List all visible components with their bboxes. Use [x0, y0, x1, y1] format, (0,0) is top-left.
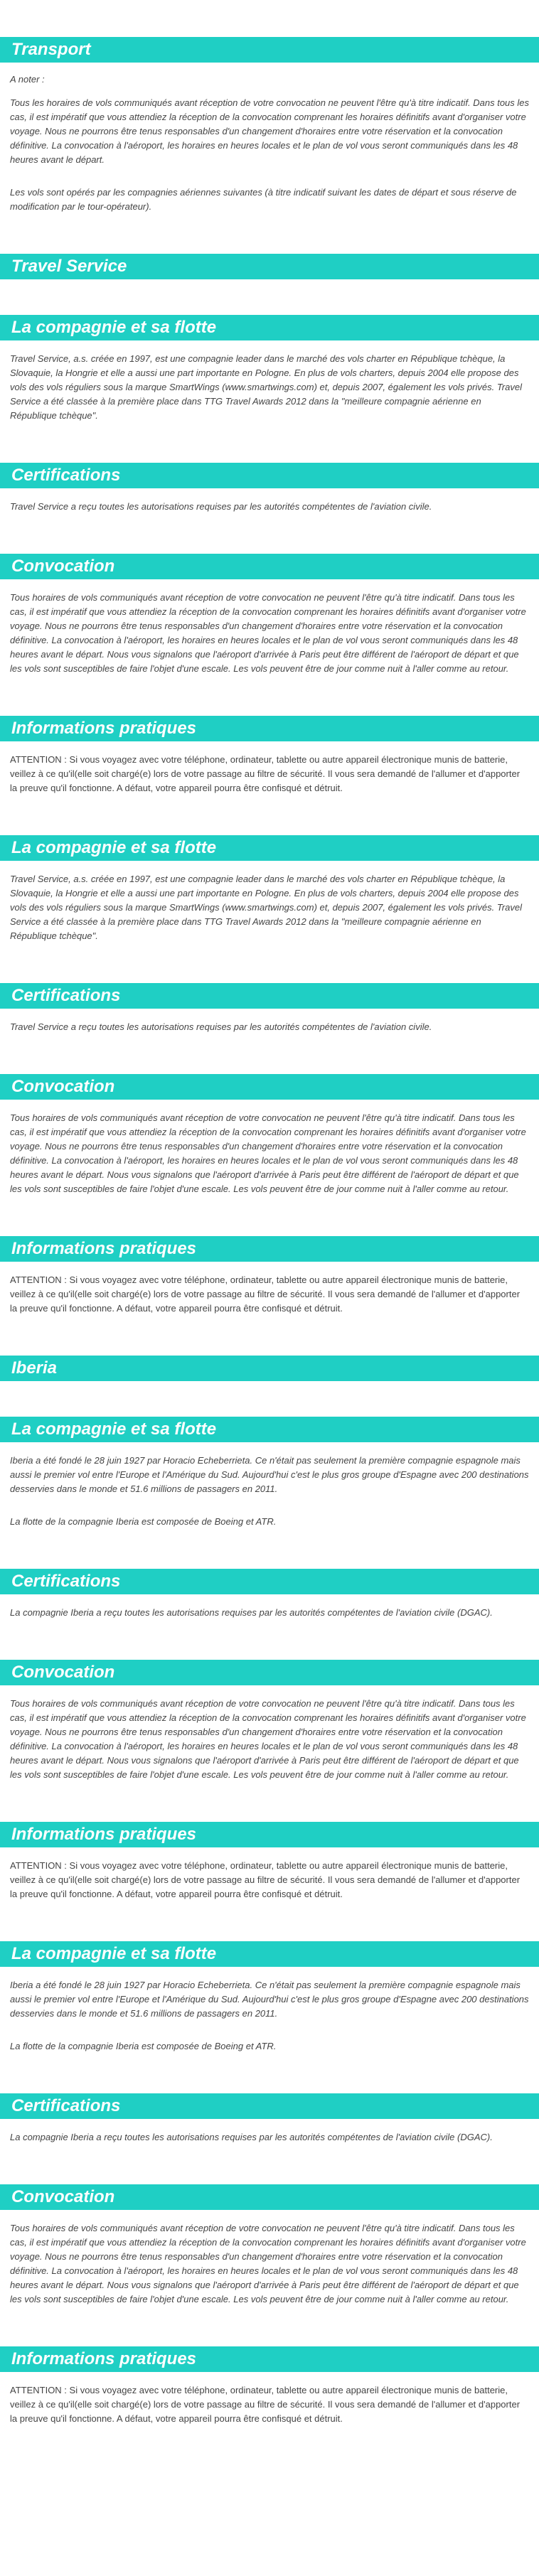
section-heading: Convocation — [0, 1074, 539, 1100]
section-body — [0, 1009, 539, 1034]
section-body — [0, 2372, 539, 2426]
section-11 — [0, 1417, 539, 1569]
section-0 — [0, 0, 539, 254]
section-paragraph: Tous horaires de vols communiqués avant réception de votre convocation ne peuvent l'être qu'à titre indicatif. Dans tous les cas, il est impératif que vous attendiez la réception de la convocation comprenant les horaires définitifs avant d'organiser votre voyage. Nous ne pourrons être tenus responsables d'un changement d'horaires entre votre réservation et la convocation définitive. La convocation à l'aéroport, les horaires en heures locales et le plan de vol vous seront communiqués dans les 48 heures avant le départ. Nous vous signalons que l'aéroport d'arrivée à Paris peut être différent de l'aéroport de départ et que les vols sont susceptibles de faire l'objet d'une escale. Les vols peuvent être de jour comme nuit à l'aller comme au retour. — [10, 1112, 526, 1194]
section-heading: Informations pratiques — [0, 1822, 539, 1847]
section-heading: La compagnie et sa flotte — [0, 1941, 539, 1967]
note-label: A noter : — [10, 74, 45, 85]
section-5 — [0, 716, 539, 835]
section-body — [0, 1442, 539, 1529]
section-10 — [0, 1356, 539, 1417]
section-17 — [0, 2184, 539, 2346]
section-heading: La compagnie et sa flotte — [0, 1417, 539, 1442]
section-paragraph: La compagnie Iberia a reçu toutes les autorisations requises par les autorités compétentes de l'aviation civile (DGAC). — [10, 1607, 493, 1618]
section-body — [0, 1967, 539, 2054]
section-heading: Certifications — [0, 463, 539, 488]
section-heading: Transport — [0, 37, 539, 63]
section-paragraph: ATTENTION : Si vous voyagez avec votre téléphone, ordinateur, tablette ou autre appareil électronique munis de batterie, veillez à ce qu'il(elle soit chargé(e) lors de votre passage au filtre de sécurité. Il vous sera demandé de l'allumer et d'apporter la preuve qu'il fonctionne. A défaut, votre appareil pourra être confisqué et détruit. — [10, 2385, 521, 2424]
section-paragraph: Les vols sont opérés par les compagnies aériennes suivantes (à titre indicatif suivant les dates de départ et sous réserve de modification par le tour-opérateur). — [10, 187, 517, 212]
section-2 — [0, 315, 539, 463]
section-body — [0, 1594, 539, 1620]
section-heading: Certifications — [0, 2093, 539, 2119]
section-heading: La compagnie et sa flotte — [0, 835, 539, 861]
section-paragraph: Travel Service a reçu toutes les autorisations requises par les autorités compétentes de l'aviation civile. — [10, 501, 432, 512]
section-body — [0, 1381, 539, 1395]
section-paragraph: La compagnie Iberia a reçu toutes les autorisations requises par les autorités compétentes de l'aviation civile (DGAC). — [10, 2132, 493, 2142]
section-heading: Convocation — [0, 1660, 539, 1685]
section-paragraph: Tous horaires de vols communiqués avant réception de votre convocation ne peuvent l'être qu'à titre indicatif. Dans tous les cas, il est impératif que vous attendiez la réception de la convocation comprenant les horaires définitifs avant d'organiser votre voyage. Nous ne pourrons être tenus responsables d'un changement d'horaires entre votre réservation et la convocation définitive. La convocation à l'aéroport, les horaires en heures locales et le plan de vol vous seront communiqués dans les 48 heures avant le départ. Nous vous signalons que l'aéroport d'arrivée à Paris peut être différent de l'aéroport de départ et que les vols sont susceptibles de faire l'objet d'une escale. Les vols peuvent être de jour comme nuit à l'aller comme au retour. — [10, 2223, 526, 2304]
section-paragraph: ATTENTION : Si vous voyagez avec votre téléphone, ordinateur, tablette ou autre appareil électronique munis de batterie, veillez à ce qu'il(elle soit chargé(e) lors de votre passage au filtre de sécurité. Il vous sera demandé de l'allumer et d'apporter la preuve qu'il fonctionne. A défaut, votre appareil pourra être confisqué et détruit. — [10, 1274, 521, 1314]
section-heading: Convocation — [0, 554, 539, 579]
section-paragraph: Iberia a été fondé le 28 juin 1927 par Horacio Echeberrieta. Ce n'était pas seulement la première compagnie espagnole mais aussi le premier vol entre l'Europe et l'Amérique du Sud. Aujourd'hui c'est le plus gros groupe d'Espagne avec 200 destinations desservies dans le monde et 51.6 millions de passagers en 2011. — [10, 1980, 529, 2019]
section-paragraph: La flotte de la compagnie Iberia est composée de Boeing et ATR. — [10, 2041, 277, 2051]
section-heading: Informations pratiques — [0, 1236, 539, 1262]
section-paragraph: Tous horaires de vols communiqués avant réception de votre convocation ne peuvent l'être qu'à titre indicatif. Dans tous les cas, il est impératif que vous attendiez la réception de la convocation comprenant les horaires définitifs avant d'organiser votre voyage. Nous ne pourrons être tenus responsables d'un changement d'horaires entre votre réservation et la convocation définitive. La convocation à l'aéroport, les horaires en heures locales et le plan de vol vous seront communiqués dans les 48 heures avant le départ. Nous vous signalons que l'aéroport d'arrivée à Paris peut être différent de l'aéroport de départ et que les vols sont susceptibles de faire l'objet d'une escale. Les vols peuvent être de jour comme nuit à l'aller comme au retour. — [10, 592, 526, 674]
section-16 — [0, 2093, 539, 2184]
section-paragraph: Travel Service a reçu toutes les autorisations requises par les autorités compétentes de l'aviation civile. — [10, 1021, 432, 1032]
section-8 — [0, 1074, 539, 1236]
section-body — [0, 340, 539, 423]
section-paragraph: Tous horaires de vols communiqués avant réception de votre convocation ne peuvent l'être qu'à titre indicatif. Dans tous les cas, il est impératif que vous attendiez la réception de la convocation comprenant les horaires définitifs avant d'organiser votre voyage. Nous ne pourrons être tenus responsables d'un changement d'horaires entre votre réservation et la convocation définitive. La convocation à l'aéroport, les horaires en heures locales et le plan de vol vous seront communiqués dans les 48 heures avant le départ. Nous vous signalons que l'aéroport d'arrivée à Paris peut être différent de l'aéroport de départ et que les vols sont susceptibles de faire l'objet d'une escale. Les vols peuvent être de jour comme nuit à l'aller comme au retour. — [10, 1698, 526, 1780]
section-heading: Certifications — [0, 983, 539, 1009]
section-18 — [0, 2346, 539, 2466]
section-paragraph: Travel Service, a.s. créée en 1997, est une compagnie leader dans le marché des vols charter en République tchèque, la Slovaquie, la Hongrie et elle a aussi une part importante en Pologne. En plus de vols charters, depuis 2004 elle propose des vols des vols réguliers sous la marque SmartWings (www.smartwings.com) et, depuis 2007, également les vols privés. Travel Service a été classée à la première place dans TTG Travel Awards 2012 dans la "meilleure compagnie aérienne en République tchèque". — [10, 353, 522, 421]
section-heading: Travel Service — [0, 254, 539, 279]
section-1 — [0, 254, 539, 315]
section-heading: Convocation — [0, 2184, 539, 2210]
section-paragraph: Tous les horaires de vols communiqués avant réception de votre convocation ne peuvent l'être qu'à titre indicatif. Dans tous les cas, il est impératif que vous attendiez la réception de la convocation comprenant les horaires définitifs avant d'organiser votre voyage. Nous ne pourrons être tenus responsables d'un changement d'horaires entre votre réservation et la convocation définitive. La convocation à l'aéroport, les horaires en heures locales et le plan de vol vous seront communiqués dans les 48 heures avant le départ. — [10, 97, 530, 165]
section-paragraph: Travel Service, a.s. créée en 1997, est une compagnie leader dans le marché des vols charter en République tchèque, la Slovaquie, la Hongrie et elle a aussi une part importante en Pologne. En plus de vols charters, depuis 2004 elle propose des vols des vols réguliers sous la marque SmartWings (www.smartwings.com) et, depuis 2007, également les vols privés. Travel Service a été classée à la première place dans TTG Travel Awards 2012 dans la "meilleure compagnie aérienne en République tchèque". — [10, 874, 522, 941]
section-body — [0, 2119, 539, 2145]
section-15 — [0, 1941, 539, 2093]
section-heading: Certifications — [0, 1569, 539, 1594]
section-paragraph: ATTENTION : Si vous voyagez avec votre téléphone, ordinateur, tablette ou autre appareil électronique munis de batterie, veillez à ce qu'il(elle soit chargé(e) lors de votre passage au filtre de sécurité. Il vous sera demandé de l'allumer et d'apporter la preuve qu'il fonctionne. A défaut, votre appareil pourra être confisqué et détruit. — [10, 1860, 521, 1899]
section-body — [0, 1685, 539, 1782]
section-body — [0, 488, 539, 514]
section-12 — [0, 1569, 539, 1660]
section-body — [0, 1847, 539, 1901]
section-body — [0, 579, 539, 676]
section-heading: Informations pratiques — [0, 716, 539, 741]
section-heading: Iberia — [0, 1356, 539, 1381]
section-paragraph: ATTENTION : Si vous voyagez avec votre téléphone, ordinateur, tablette ou autre appareil électronique munis de batterie, veillez à ce qu'il(elle soit chargé(e) lors de votre passage au filtre de sécurité. Il vous sera demandé de l'allumer et d'apporter la preuve qu'il fonctionne. A défaut, votre appareil pourra être confisqué et détruit. — [10, 754, 521, 793]
section-paragraph: La flotte de la compagnie Iberia est composée de Boeing et ATR. — [10, 1516, 277, 1527]
section-7 — [0, 983, 539, 1074]
section-9 — [0, 1236, 539, 1356]
section-4 — [0, 554, 539, 716]
section-paragraph: Iberia a été fondé le 28 juin 1927 par Horacio Echeberrieta. Ce n'était pas seulement la première compagnie espagnole mais aussi le premier vol entre l'Europe et l'Amérique du Sud. Aujourd'hui c'est le plus gros groupe d'Espagne avec 200 destinations desservies dans le monde et 51.6 millions de passagers en 2011. — [10, 1455, 529, 1494]
section-heading: La compagnie et sa flotte — [0, 315, 539, 340]
section-body — [0, 279, 539, 294]
section-13 — [0, 1660, 539, 1822]
section-body — [0, 1262, 539, 1316]
section-body — [0, 741, 539, 795]
section-body — [0, 861, 539, 943]
section-body — [0, 1100, 539, 1196]
section-body — [0, 2210, 539, 2307]
section-3 — [0, 463, 539, 554]
section-6 — [0, 835, 539, 983]
section-14 — [0, 1822, 539, 1941]
section-heading: Informations pratiques — [0, 2346, 539, 2372]
section-body — [0, 63, 539, 214]
